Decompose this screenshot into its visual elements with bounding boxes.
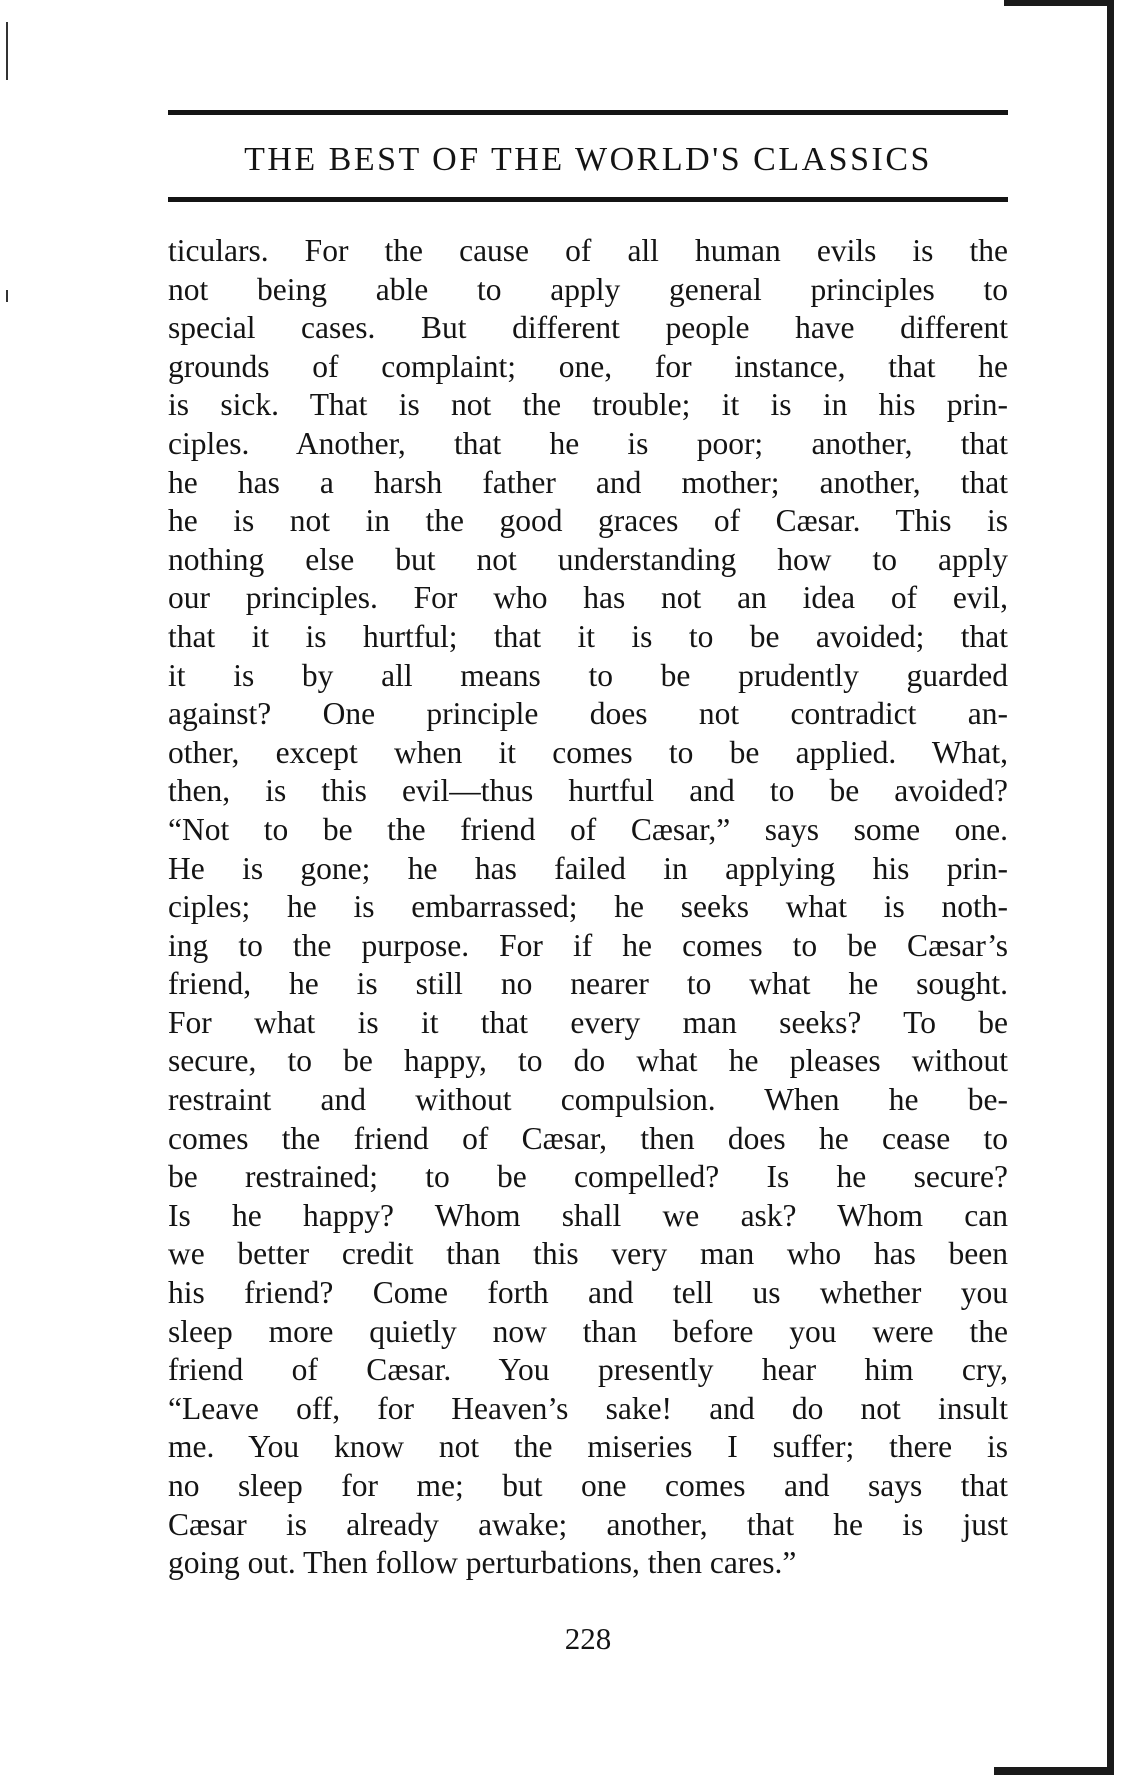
text-line: our principles. For who has not an idea of evil, — [168, 580, 1008, 616]
text-line: is sick. That is not the trouble; it is in his prin- — [168, 387, 1008, 423]
text-line: nothing else but not understanding how to apply — [168, 541, 1008, 577]
text-line: not being able to apply general principles to — [168, 271, 1008, 307]
text-line: that it is hurtful; that it is to be avoided; that — [168, 618, 1008, 654]
text-line: then, is this evil—thus hurtful and to be avoided? — [168, 773, 1008, 809]
text-line: no sleep for me; but one comes and says that — [168, 1468, 1008, 1503]
text-line: we better credit than this very man who has been — [168, 1236, 1008, 1272]
text-line: comes the friend of Cæsar, then does he cease to — [168, 1120, 1008, 1156]
scan-speck — [6, 290, 8, 302]
text-line: me. You know not the miseries I suffer; there is — [168, 1429, 1008, 1465]
scan-edge-top — [1004, 0, 1114, 6]
text-line: secure, to be happy, to do what he pleases without — [168, 1043, 1008, 1079]
text-line: Is he happy? Whom shall we ask? Whom can — [168, 1197, 1008, 1233]
text-line: Cæsar is already awake; another, that he is just — [168, 1506, 1008, 1542]
text-line: ticulars. For the cause of all human evils is the — [168, 233, 1008, 268]
text-line: For what is it that every man seeks? To be — [168, 1004, 1008, 1040]
text-line: “Leave off, for Heaven’s sake! and do not insult — [168, 1390, 1008, 1426]
text-line: it is by all means to be prudently guarded — [168, 657, 1008, 693]
text-line: friend, he is still no nearer to what he sought. — [168, 966, 1008, 1002]
scan-speck — [6, 22, 8, 80]
text-line: he is not in the good graces of Cæsar. This is — [168, 503, 1008, 539]
text-line: friend of Cæsar. You presently hear him cry, — [168, 1352, 1008, 1388]
text-line: other, except when it comes to be applied. What, — [168, 734, 1008, 770]
text-line: restraint and without compulsion. When he be- — [168, 1082, 1008, 1118]
text-line: against? One principle does not contradict an- — [168, 696, 1008, 732]
text-line: going out. Then follow perturbations, then cares.” — [168, 1545, 797, 1581]
text-line: ing to the purpose. For if he comes to be Cæsar’s — [168, 927, 1008, 963]
text-line: He is gone; he has failed in applying his prin- — [168, 850, 1008, 886]
text-line: he has a harsh father and mother; another, that — [168, 464, 1008, 500]
text-line: “Not to be the friend of Cæsar,” says some one. — [168, 811, 1008, 847]
scan-edge-right — [1107, 0, 1114, 1775]
text-line: special cases. But different people have different — [168, 310, 1008, 346]
text-line: be restrained; to be compelled? Is he secure? — [168, 1159, 1008, 1195]
page-number: 228 — [564, 1620, 612, 1656]
header-rule-bottom — [168, 197, 1008, 202]
text-line: ciples. Another, that he is poor; another, that — [168, 425, 1008, 461]
text-line: his friend? Come forth and tell us whether you — [168, 1275, 1008, 1311]
text-line: sleep more quietly now than before you were the — [168, 1313, 1008, 1349]
running-title: THE BEST OF THE WORLD'S CLASSICS — [244, 141, 932, 178]
text-line: grounds of complaint; one, for instance, that he — [168, 348, 1008, 384]
text-line: ciples; he is embarrassed; he seeks what is noth- — [168, 889, 1008, 925]
scan-edge-bottom — [994, 1767, 1114, 1775]
body-text — [168, 232, 1008, 1583]
book-page — [168, 110, 1008, 1657]
